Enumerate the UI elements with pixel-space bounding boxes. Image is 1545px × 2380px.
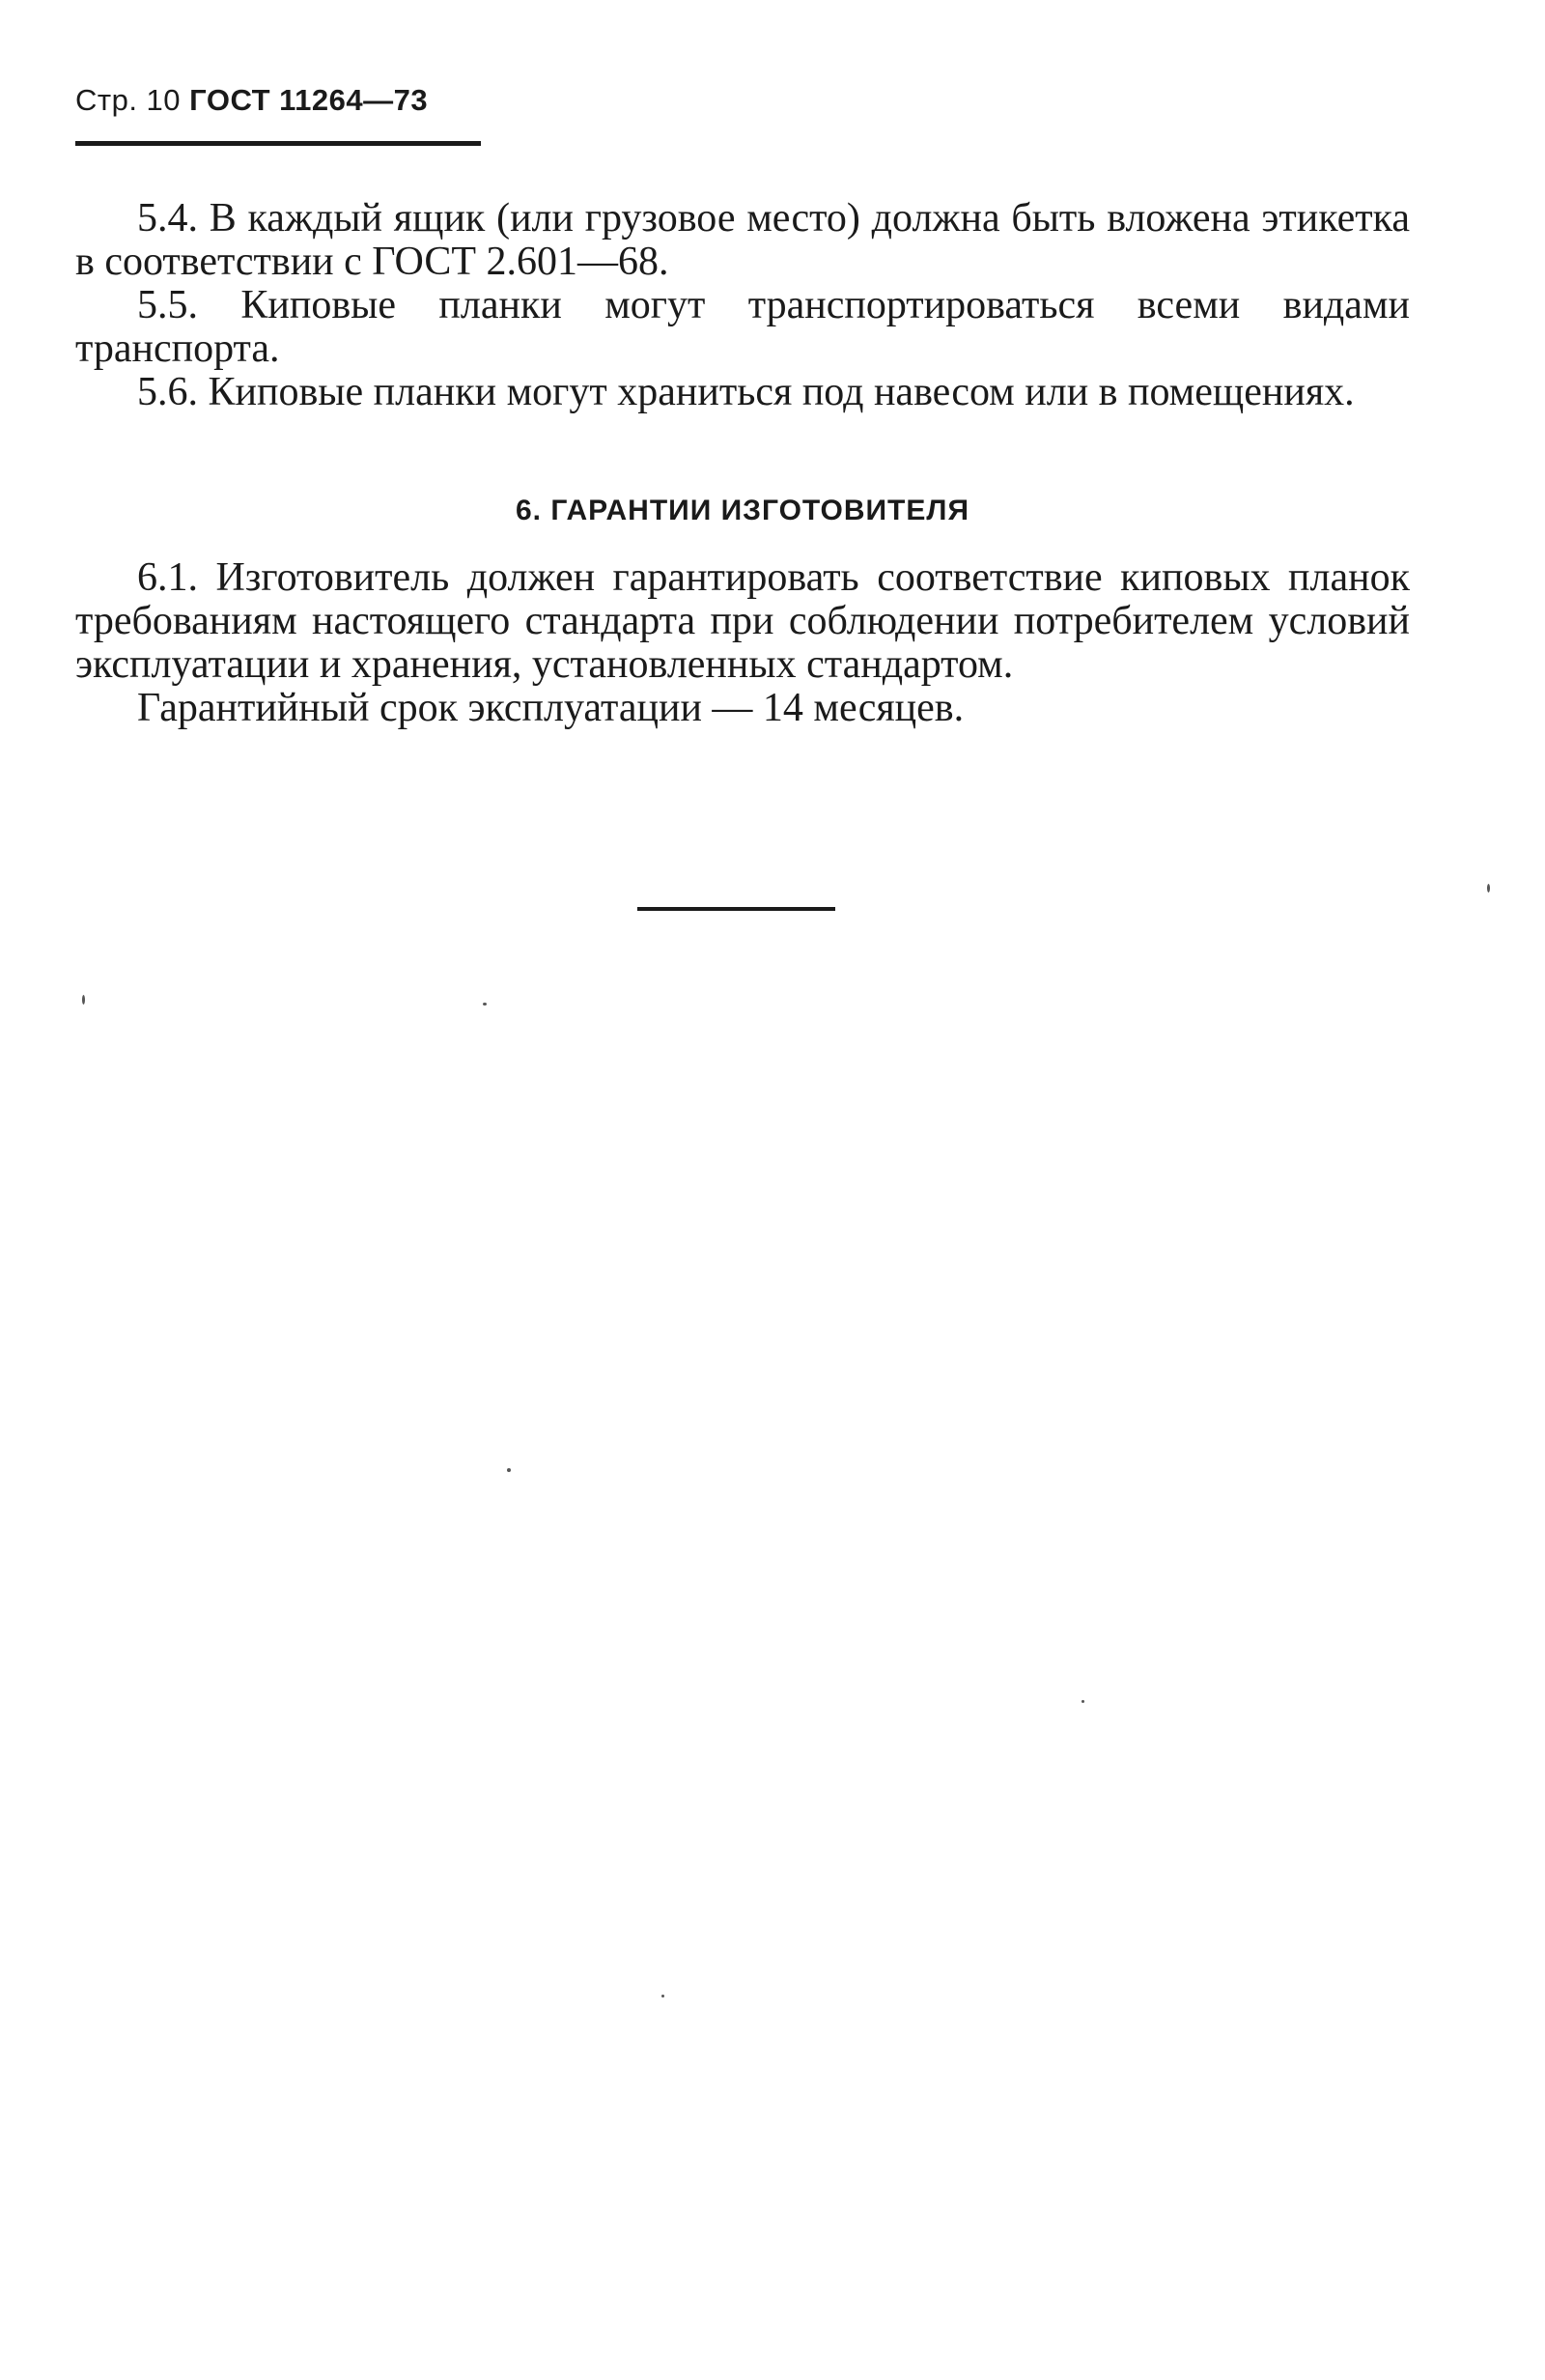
scan-speck: [1487, 884, 1490, 892]
clause-5-6: 5.6. Киповые планки могут храниться под навесом или в помещениях.: [137, 370, 1355, 414]
clause-6-1: 6.1. Изготовитель должен гарантировать соответствие киповых планок требованиям настоящего стандарта при соблюдении потребителем условий эксплуатации и хранения, установленных стандартом.: [75, 555, 1410, 687]
warranty-period: Гарантийный срок эксплуатации — 14 месяцев.: [137, 686, 965, 730]
scan-speck: [507, 1468, 511, 1472]
scan-speck: [483, 1003, 487, 1006]
section-6-heading: 6. ГАРАНТИИ ИЗГОТОВИТЕЛЯ: [515, 495, 969, 526]
header-rule: [75, 141, 481, 146]
page-header: [75, 83, 428, 118]
scan-speck: [661, 1995, 664, 1998]
standard-reference: ГОСТ 11264—73: [189, 83, 429, 117]
page-number: Стр. 10: [75, 83, 182, 117]
clause-5-4: 5.4. В каждый ящик (или грузовое место) должна быть вложена этикетка в соответствии с ГОСТ 2.601—68.: [75, 196, 1410, 284]
page-body: [75, 197, 1410, 730]
end-of-text-rule: [637, 907, 835, 911]
clause-5-5: 5.5. Киповые планки могут транспортироваться всеми видами транспорта.: [75, 283, 1410, 371]
scan-speck: [82, 995, 85, 1005]
scan-speck: [1082, 1700, 1084, 1703]
